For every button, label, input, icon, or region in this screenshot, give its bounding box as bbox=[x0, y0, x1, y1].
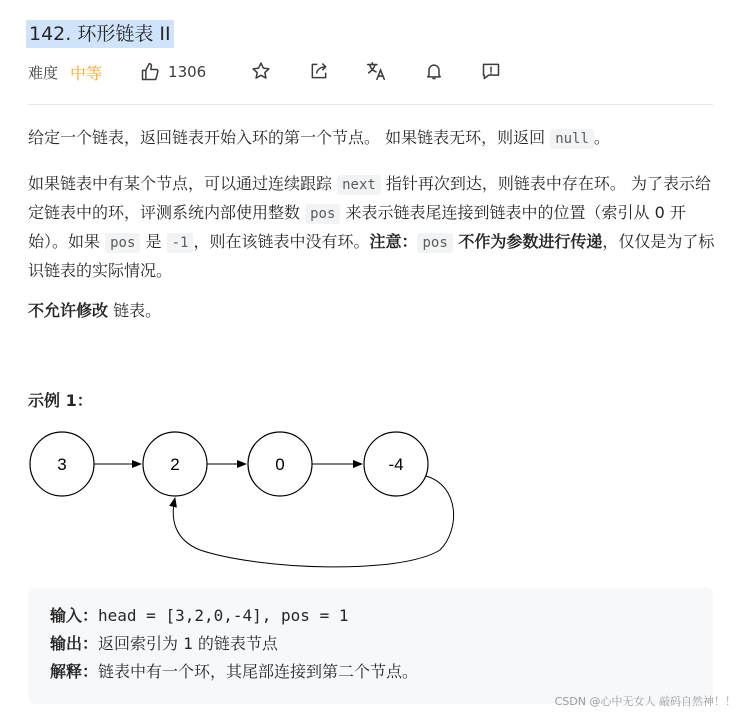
inline-code: null bbox=[550, 129, 594, 149]
node-label: -4 bbox=[388, 455, 404, 474]
difficulty-label: 难度 bbox=[28, 63, 59, 82]
divider bbox=[28, 104, 713, 105]
difficulty-value: 中等 bbox=[70, 63, 103, 83]
problem-meta bbox=[28, 58, 206, 86]
example-output: 输出：返回索引为 1 的链表节点 bbox=[50, 634, 278, 653]
inline-code: -1 bbox=[167, 233, 194, 253]
translate-icon bbox=[365, 60, 387, 82]
example-box bbox=[28, 588, 713, 704]
share-button[interactable] bbox=[308, 60, 330, 82]
description-paragraph-3: 不允许修改 链表。 bbox=[28, 301, 162, 320]
inline-code: next bbox=[337, 175, 381, 195]
feedback-button[interactable] bbox=[480, 60, 502, 82]
inline-code: pos bbox=[417, 233, 452, 253]
example-explanation: 解释：链表中有一个环，其尾部连接到第二个节点。 bbox=[50, 662, 419, 681]
feedback-icon bbox=[481, 61, 501, 81]
bell-icon bbox=[424, 61, 444, 81]
node-label: 2 bbox=[170, 455, 180, 474]
note-label: 注意： bbox=[369, 232, 418, 251]
star-icon bbox=[251, 61, 271, 81]
example-input: 输入：head = [3,2,0,-4], pos = 1 bbox=[50, 606, 349, 625]
linked-list-diagram bbox=[20, 420, 480, 580]
favorite-button[interactable] bbox=[250, 60, 272, 82]
example-title: 示例 1： bbox=[28, 391, 93, 410]
like-count: 1306 bbox=[168, 63, 207, 81]
description-paragraph-2: 如果链表中有某个节点，可以通过连续跟踪 next 指针再次到达，则链表中存在环。 为了表示给定链表中的环，评测系统内部使用整数 pos 来表示链表尾连接到链表中的位置（索引从 0 开始）。如果 pos 是 -1 ，则在该链表中没有环。注意： pos 不作为参数进行传递，仅仅是为了标识链表的实际情况。 bbox=[28, 174, 715, 280]
translate-button[interactable] bbox=[365, 60, 387, 82]
inline-code: pos bbox=[305, 204, 340, 224]
share-icon bbox=[309, 61, 329, 81]
notify-button[interactable] bbox=[423, 60, 445, 82]
node-label: 3 bbox=[57, 455, 67, 474]
description-paragraph-1: 给定一个链表，返回链表开始入环的第一个节点。 如果链表无环，则返回 null 。 bbox=[28, 128, 610, 147]
thumb-up-icon bbox=[140, 62, 160, 82]
problem-title: 142. 环形链表 II bbox=[26, 20, 174, 48]
like-button[interactable] bbox=[140, 62, 206, 82]
watermark: CSDN @心中无女人 敲码自然神！！ bbox=[554, 695, 736, 708]
inline-code: pos bbox=[105, 233, 140, 253]
node-label: 0 bbox=[275, 455, 285, 474]
